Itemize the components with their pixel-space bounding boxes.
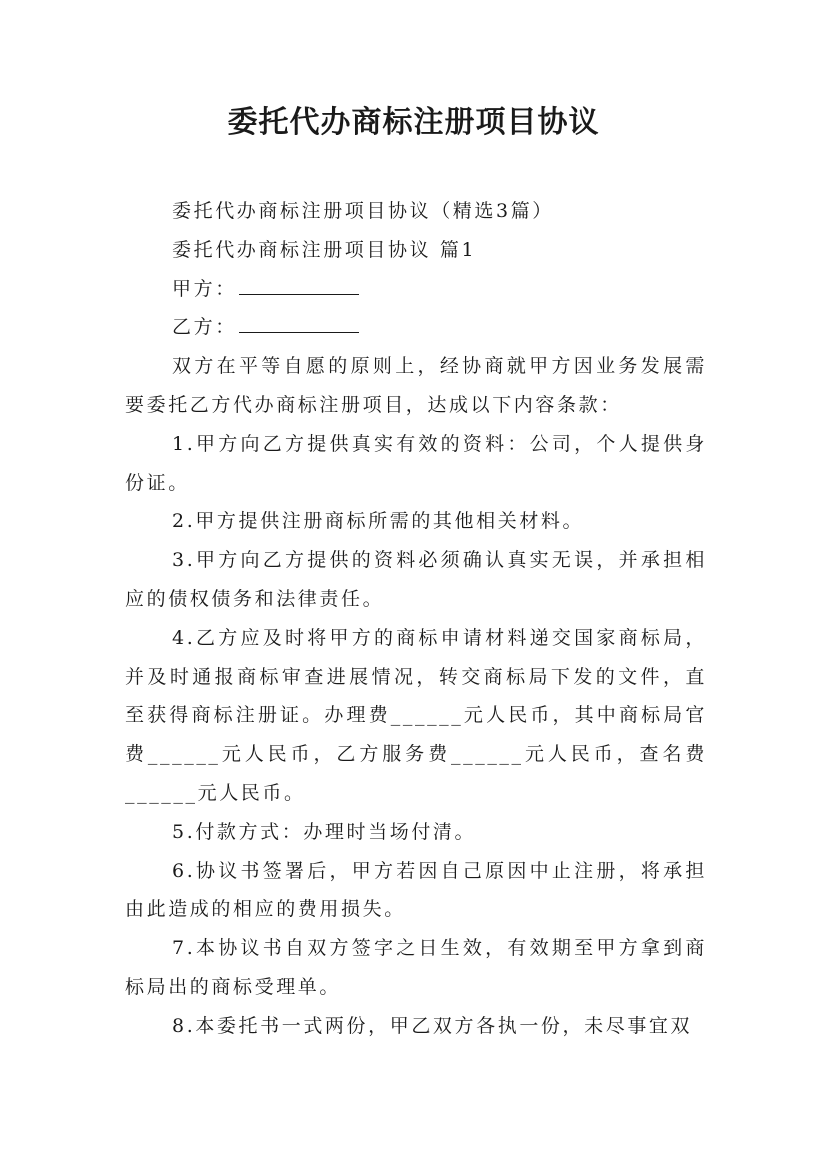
section-heading: 委托代办商标注册项目协议 篇1: [172, 238, 477, 261]
clause-6: 6.协议书签署后，甲方若因自己原因中止注册，将承担由此造成的相应的费用损失。: [125, 859, 707, 921]
party-a-line: [125, 270, 707, 309]
intro-paragraph: 双方在平等自愿的原则上，经协商就甲方因业务发展需要委托乙方代办商标注册项目，达成以下内容条款：: [125, 355, 707, 416]
clause-1: 1.甲方向乙方提供真实有效的资料：公司，个人提供身份证。: [125, 432, 707, 494]
clause-8: 8.本委托书一式两份，甲乙双方各执一份，未尽事宜双: [172, 1014, 693, 1037]
party-a-blank: [239, 272, 359, 295]
party-b-line: [125, 308, 707, 347]
party-b-label: 乙方：: [172, 316, 237, 339]
party-a-label: 甲方：: [172, 277, 237, 300]
party-b-blank: [239, 310, 359, 333]
clause-2: 2.甲方提供注册商标所需的其他相关材料。: [172, 510, 585, 533]
clause-5: 5.付款方式：办理时当场付清。: [172, 820, 477, 843]
document-title: 委托代办商标注册项目协议: [227, 105, 600, 140]
clause-3: 3.甲方向乙方提供的资料必须确认真实无误，并承担相应的债权债务和法律责任。: [125, 549, 707, 610]
clause-4: 4.乙方应及时将甲方的商标申请材料递交国家商标局，并及时通报商标审查进展情况，转交商标局下发的文件，直至获得商标注册证。办理费______元人民币，其中商标局官费______元人民币，乙方服务费______元人民币，查名费______元人民币。: [125, 626, 707, 804]
document-body: [125, 192, 707, 1046]
clause-7: 7.本协议书自双方签字之日生效，有效期至甲方拿到商标局出的商标受理单。: [125, 937, 707, 998]
document-subtitle: 委托代办商标注册项目协议（精选3篇）: [172, 200, 554, 222]
